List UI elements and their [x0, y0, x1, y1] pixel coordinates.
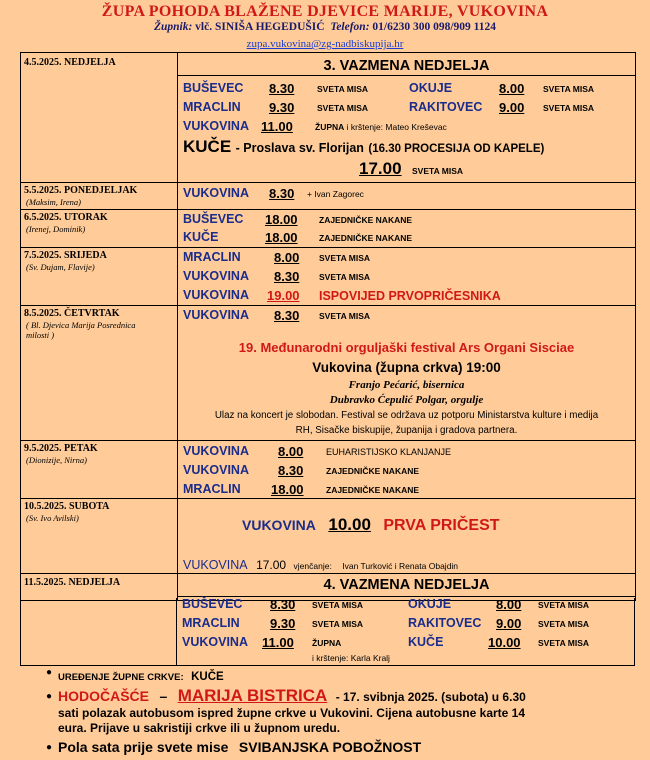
phone-numbers: 01/6230 300 098/909 1124: [372, 21, 497, 33]
time: 11.00: [262, 635, 294, 650]
desc: SVETA MISA: [538, 638, 590, 648]
row-divider: [21, 498, 635, 499]
place: OKUJE: [409, 81, 453, 95]
place: KUČE: [408, 635, 444, 649]
row-divider: [21, 182, 635, 183]
cleaning-place: KUČE: [191, 671, 224, 683]
time: 19.00: [267, 288, 300, 303]
place: OKUJE: [408, 597, 452, 611]
bullet-icon: ●: [46, 691, 53, 702]
place: RAKITOVEC: [408, 616, 482, 630]
desc: ZAJEDNIČKE NAKANE: [326, 485, 420, 495]
row-divider: [177, 75, 635, 76]
kuce-procession: (16.30 PROCESIJA OD KAPELE): [368, 143, 545, 155]
time: 8.30: [269, 186, 295, 201]
devotion-text: Pola sata prije svete mise: [58, 739, 229, 755]
place: MRACLIN: [182, 616, 240, 630]
pastor-contact-line: [0, 21, 650, 33]
desc: SVETA MISA: [543, 103, 595, 113]
saints-thursday: ( Bl. Djevica Marija Posrednica: [26, 320, 136, 330]
notes-list: [46, 667, 638, 757]
place: BUŠEVEC: [183, 81, 244, 95]
festival-title: 19. Međunarodni orguljaški festival Ars Organi Sisciae: [238, 340, 575, 355]
time: 9.00: [499, 100, 525, 115]
mass-note: [315, 122, 447, 132]
wedding: [183, 556, 458, 574]
frame-right: [634, 598, 635, 666]
desc: ZAJEDNIČKE NAKANE: [319, 215, 413, 225]
time: 10.00: [488, 635, 521, 650]
place: VUKOVINA: [183, 463, 249, 477]
kuce-text: - Proslava sv. Florijan: [235, 141, 364, 155]
desc: SVETA MISA: [312, 600, 364, 610]
note-cleaning: [46, 667, 638, 686]
saints-thursday-2: milosti ): [26, 330, 55, 340]
time: 18.00: [265, 230, 298, 245]
note-pilgrimage: [46, 686, 638, 706]
wedding-names: Ivan Turković i Renata Obajdin: [342, 561, 459, 571]
devotion-highlight: SVIBANJSKA POBOŽNOST: [238, 739, 422, 755]
desc: SVETA MISA: [538, 600, 590, 610]
time: 8.00: [278, 444, 304, 459]
time: 8.30: [274, 269, 300, 284]
place: KUČE: [183, 230, 219, 244]
phone-label: Telefon:: [330, 21, 370, 33]
desc: ŽUPNA: [312, 638, 342, 648]
sunday-title-1: 3. VAZMENA NEDJELJA: [323, 58, 490, 74]
date-wednesday: 7.5.2025. SRIJEDA: [24, 250, 107, 261]
kuce-desc: SVETA MISA: [412, 166, 464, 176]
place: VUKOVINA: [183, 119, 249, 133]
pastor-name: vlč. SINIŠA HEGEDUŠIĆ: [195, 21, 325, 33]
row-divider: [21, 305, 635, 306]
place: VUKOVINA: [183, 558, 248, 572]
time: 8.00: [274, 250, 300, 265]
desc: ŽUPNA: [315, 122, 345, 132]
bullet-icon: ●: [46, 742, 53, 753]
desc: EUHARISTIJSKO KLANJANJE: [326, 447, 452, 457]
row-divider: [21, 209, 635, 210]
place: MRACLIN: [183, 250, 241, 264]
row-divider: [21, 247, 635, 248]
time: 8.30: [270, 597, 296, 612]
place: VUKOVINA: [242, 517, 316, 533]
place: RAKITOVEC: [409, 100, 483, 114]
time: 17.00: [256, 558, 287, 572]
row-divider: [177, 596, 635, 597]
note-pilgrimage-details: [58, 706, 638, 736]
place: VUKOVINA: [183, 186, 249, 200]
desc: SVETA MISA: [319, 272, 371, 282]
kuce-place: KUČE: [183, 137, 232, 156]
desc: SVETA MISA: [317, 84, 369, 94]
first-communion: [242, 515, 500, 535]
kuce-time-row: [359, 159, 463, 179]
place: VUKOVINA: [183, 444, 249, 458]
row-divider: [21, 440, 635, 441]
cleaning-label: UREĐENJE ŽUPNE CRKVE:: [58, 672, 184, 683]
time: 8.30: [269, 81, 295, 96]
desc: SVETA MISA: [312, 619, 364, 629]
kuce-celebration: [183, 137, 544, 157]
pastor-label: Župnik:: [153, 21, 193, 33]
desc: SVETA MISA: [319, 311, 371, 321]
pilgrimage-line-2: sati polazak autobusom ispred župne crkve u Vukovini. Cijena autobusne karte 14: [58, 706, 526, 720]
time: 9.30: [269, 100, 295, 115]
time: 10.00: [328, 515, 371, 534]
pilgrimage-line-3: eura. Prijave u sakristiji crkve ili u župnom uredu.: [58, 721, 341, 735]
place: VUKOVINA: [183, 269, 249, 283]
place: BUŠEVEC: [182, 597, 243, 611]
saints-saturday: (Sv. Ivo Avilski): [26, 513, 79, 523]
pilgrimage-label: HODOČAŠĆE: [58, 688, 150, 704]
note-devotion: [46, 739, 638, 757]
confession-desc: ISPOVIJED PRVOPRIČESNIKA: [319, 289, 501, 303]
place: VUKOVINA: [182, 635, 248, 649]
baptism-note: i krštenje: Mateo Kreševac: [346, 122, 447, 132]
bullet-icon: ●: [46, 667, 53, 678]
baptism-note: i krštenje: Karla Kralj: [312, 653, 390, 663]
performer-2: Dubravko Ćepulić Polgar, orgulje: [329, 394, 484, 406]
frame-divider: [176, 598, 177, 666]
frame-bottom: [20, 665, 635, 666]
time: 18.00: [265, 212, 298, 227]
time: 8.00: [499, 81, 525, 96]
desc: ZAJEDNIČKE NAKANE: [326, 466, 420, 476]
frame-left: [20, 598, 21, 666]
schedule-table: [20, 52, 636, 601]
festival-note-1: Ulaz na koncert je slobodan. Festival se održava uz potporu Ministarstva kulture i medija: [214, 410, 599, 421]
intention: + Ivan Zagorec: [307, 189, 364, 199]
festival-location: Vukovina (župna crkva) 19:00: [312, 360, 501, 375]
pilgrimage-place: MARIJA BISTRICA: [177, 686, 328, 705]
sunday-title-2: 4. VAZMENA NEDJELJA: [323, 577, 490, 593]
pilgrimage-date: - 17. svibnja 2025. (subota) u 6.30: [335, 690, 526, 704]
saints-tuesday: (Irenej, Dominik): [26, 224, 86, 234]
time: 8.30: [274, 308, 300, 323]
email-link[interactable]: zupa.vukovina@zg-nadbiskupija.hr: [246, 38, 404, 50]
desc: ZAJEDNIČKE NAKANE: [319, 233, 413, 243]
wedding-label: vjenčanje:: [293, 561, 332, 571]
date-tuesday: 6.5.2025. UTORAK: [24, 212, 108, 223]
desc: SVETA MISA: [319, 253, 371, 263]
desc: SVETA MISA: [538, 619, 590, 629]
date-monday: 5.5.2025. PONEDJELJAK: [24, 185, 138, 196]
place: VUKOVINA: [183, 288, 249, 302]
date-sunday-2: 11.5.2025. NEDJELJA: [24, 577, 121, 588]
parish-title: ŽUPA POHODA BLAŽENE DJEVICE MARIJE, VUKOVINA: [101, 3, 549, 20]
festival-note-2: RH, Sisačke biskupije, županija i gradova partnera.: [295, 425, 518, 436]
column-divider: [177, 53, 178, 600]
desc: SVETA MISA: [543, 84, 595, 94]
time: 9.30: [270, 616, 296, 631]
time: 11.00: [261, 119, 293, 134]
desc: PRVA PRIČEST: [383, 517, 500, 534]
saints-friday: (Dionizije, Nirna): [26, 455, 87, 465]
date-saturday: 10.5.2025. SUBOTA: [24, 501, 110, 512]
performer-1: Franjo Pećarić, bisernica: [348, 379, 465, 391]
time: 18.00: [271, 482, 304, 497]
saints-monday: (Maksim, Irena): [26, 197, 81, 207]
place: MRACLIN: [183, 100, 241, 114]
time: 8.00: [496, 597, 522, 612]
place: VUKOVINA: [183, 308, 249, 322]
place: BUŠEVEC: [183, 212, 244, 226]
pilgrimage-dash: –: [159, 688, 168, 704]
place: MRACLIN: [183, 482, 241, 496]
saints-wednesday: (Sv. Dujam, Flavije): [26, 262, 95, 272]
date-friday: 9.5.2025. PETAK: [24, 443, 98, 454]
time: 9.00: [496, 616, 522, 631]
date-sunday-1: 4.5.2025. NEDJELJA: [24, 57, 116, 68]
date-thursday: 8.5.2025. ČETVRTAK: [24, 308, 120, 319]
kuce-time: 17.00: [359, 159, 402, 178]
desc: SVETA MISA: [317, 103, 369, 113]
time: 8.30: [278, 463, 304, 478]
